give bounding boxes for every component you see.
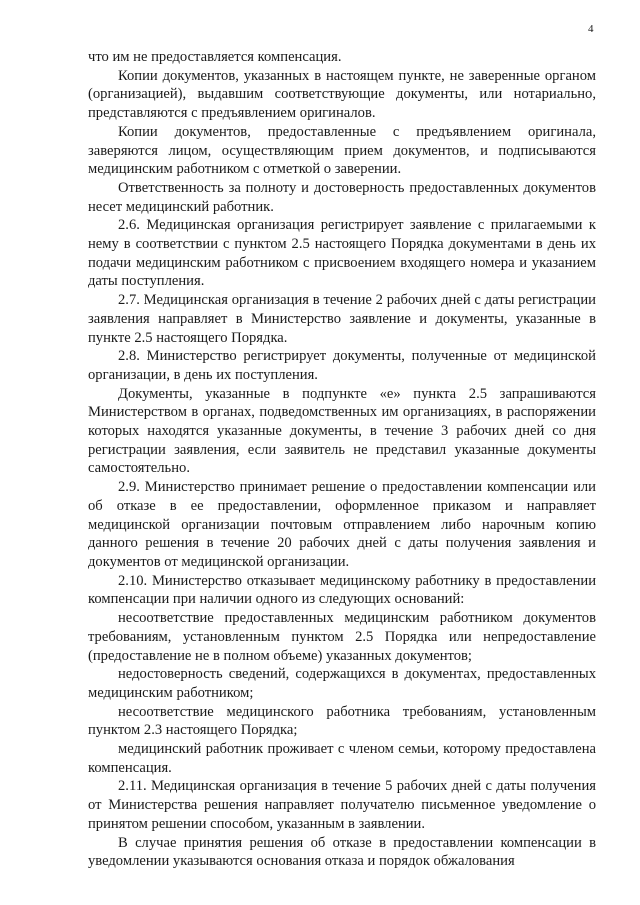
paragraph-copies-certified: Копии документов, предоставленные с предъявлением оригинала, заверяются лицом, осуществляющим прием документов, и подписываются медицинским работником с отметкой о заверении.	[88, 123, 596, 178]
paragraph-2-9: 2.9. Министерство принимает решение о предоставлении компенсации или об отказе в ее предоставлении, оформленное приказом и направляет медицинской организации почтовым отправлением либо нарочным копию данного решения в течение 20 рабочих дней с даты получения заявления и документов от медицинской организации.	[88, 479, 596, 570]
paragraph-2-7: 2.7. Медицинская организация в течение 2 рабочих дней с даты регистрации заявления направляет в Министерство заявление и документы, указанные в пункте 2.5 настоящего Порядка.	[88, 292, 596, 346]
refusal-ground-family: медицинский работник проживает с членом семьи, которому предоставлена компенсация.	[88, 741, 596, 776]
paragraph-copies-not-certified: Копии документов, указанных в настоящем пункте, не заверенные органом (организацией), выдавшим соответствующие документы, или нотариально, представляются с предъявлением оригиналов.	[88, 67, 596, 122]
paragraph-documents-requested: Документы, указанные в подпункте «е» пункта 2.5 запрашиваются Министерством в органах, подведомственных им организациях, в распоряжении которых находятся указанные документы, в течение 3 рабочих дней со дня регистрации заявления, если заявитель не представил указанные документы самостоятельно.	[88, 385, 596, 477]
paragraph-2-8: 2.8. Министерство регистрирует документы, полученные от медицинской организации, в день их поступления.	[88, 348, 596, 383]
paragraph-responsibility: Ответственность за полноту и достоверность предоставленных документов несет медицинский работник.	[88, 179, 596, 215]
page-number: 4	[588, 23, 594, 35]
document-body	[88, 48, 596, 871]
refusal-ground-unreliable: недостоверность сведений, содержащихся в документах, предоставленных медицинским работником;	[88, 666, 596, 701]
paragraph-refusal-notice: В случае принятия решения об отказе в предоставлении компенсации в уведомлении указываются основания отказа и порядок обжалования	[88, 834, 596, 870]
paragraph-2-6: 2.6. Медицинская организация регистрирует заявление с прилагаемыми к нему в соответствии с пунктом 2.5 настоящего Порядка документами в день их подачи медицинским работником с присвоением входящего номера и указанием даты поступления.	[88, 217, 596, 290]
paragraph-2-10: 2.10. Министерство отказывает медицинскому работнику в предоставлении компенсации при наличии одного из следующих оснований:	[88, 572, 596, 608]
paragraph-continuation: что им не предоставляется компенсация.	[88, 49, 342, 65]
refusal-ground-requirements: несоответствие медицинского работника требованиям, установленным пунктом 2.3 настоящего Порядка;	[88, 703, 596, 739]
paragraph-2-11: 2.11. Медицинская организация в течение 5 рабочих дней с даты получения от Министерства решения направляет получателю письменное уведомление о принятом решении способом, указанным в заявлении.	[88, 778, 596, 832]
refusal-ground-mismatch: несоответствие предоставленных медицинским работником документов требованиям, установленным пунктом 2.5 Порядка или непредоставление (предоставление не в полном объеме) указанных документов;	[88, 610, 596, 664]
